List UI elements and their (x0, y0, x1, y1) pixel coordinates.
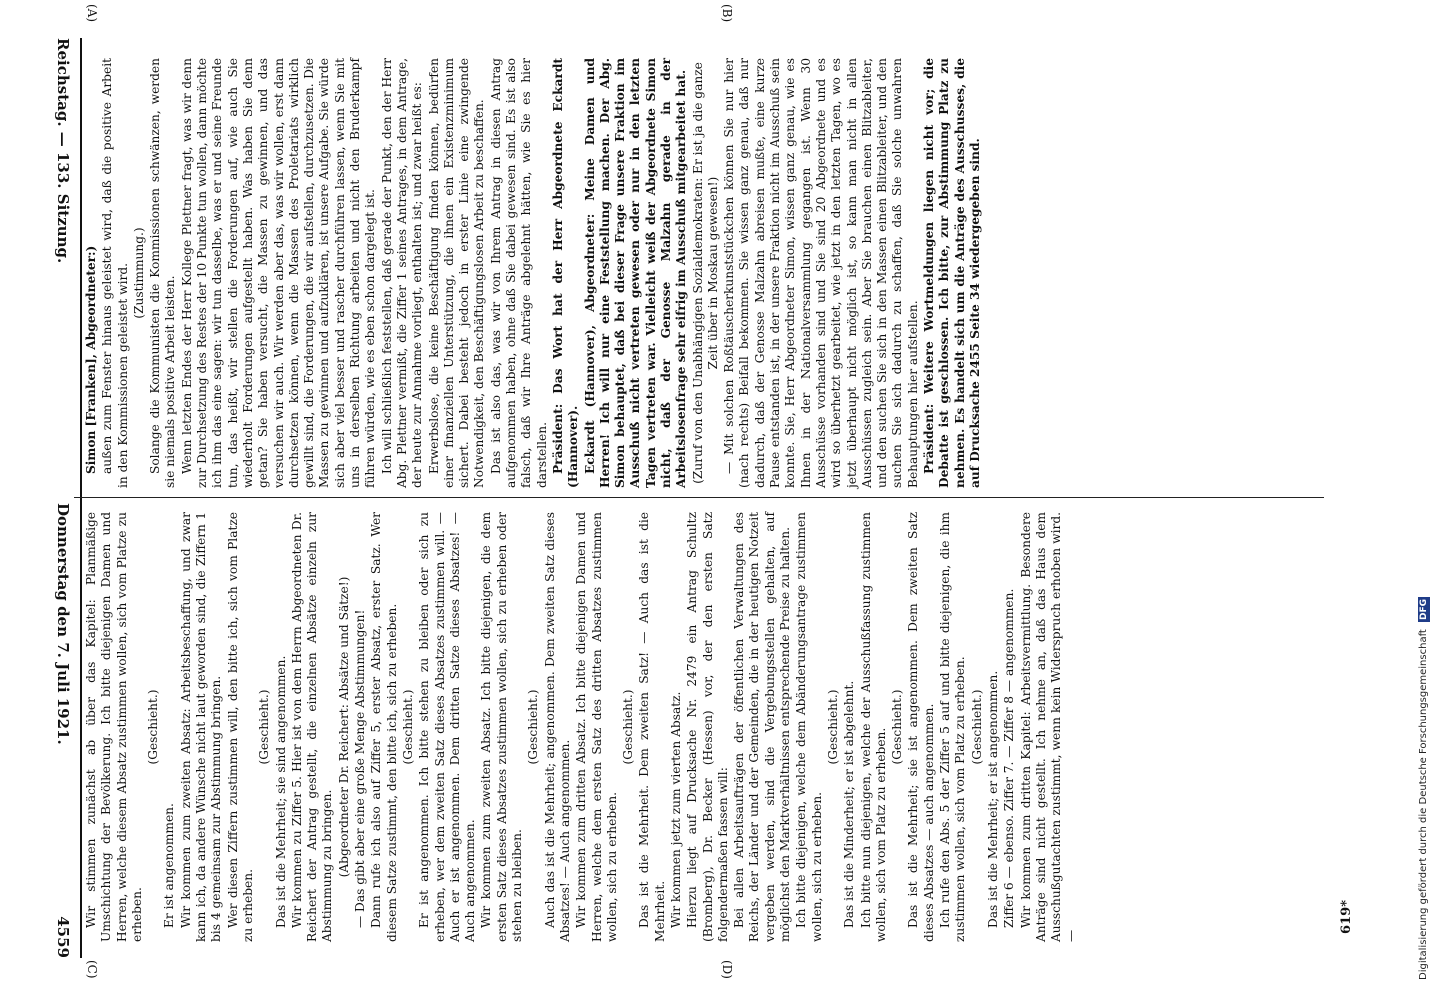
paragraph: (Abgeordneter Dr. Reichert: Absätze und Sätze!) (336, 576, 351, 878)
paragraph: Hierzu liegt auf Drucksache Nr. 2479 ein Antrag Schultz (Bromberg), Dr. Becker (Hessen) vor, der den ersten Satz folgendermaßen fassen will: (685, 512, 730, 942)
margin-marker-d: (D) (720, 960, 734, 979)
paragraph: Das ist die Mehrheit; sie ist angenommen. Dem zweiten Satz dieses Absatzes — auch angenommen. (906, 512, 936, 942)
paragraph: Wir kommen zum dritten Absatz. Ich bitte diejenigen Damen und Herren, welche dem ersten Satz des dritten Absatzes zustimmen wollen, sich zu erheben. (574, 512, 619, 942)
paragraph: Wenn letzten Endes der Herr Kollege Plettner fragt, was wir denn zur Durchsetzung des Restes der 10 Punkte tun wollen, dann möchte ich ihm das eine sagen: wir tun dasselbe, was er und seine Freunde tun, das heißt, wir stellen die Forderungen auf, wie auch Sie wiederholt Forderungen aufgestellt haben. Was haben Sie denn getan? Sie haben versucht, die Massen zu gewinnen, und das versuchen wir auch. Wir werden aber das, was wir wollen, erst dann durchsetzen können, wenn die Massen des Proletariats wirklich gewillt sind, die Forderungen, die wir aufstellen, durchzusetzen. Die Massen zu gewinnen und aufzuklären, ist unsere Aufgabe. Sie würde sich aber viel besser und rascher durchführen lassen, wenn Sie mit uns in derselben Richtung arbeiten und nicht den Bruderkampf führen würden, wie es eben schon dargelegt ist. (179, 58, 378, 488)
paragraph: Wir kommen zum zweiten Absatz. Ich bitte diejenigen, die dem ersten Satz dieses Absatzes zustimmen wollen, sich zu erheben oder stehen zu bleiben. (479, 512, 525, 942)
paragraph: Das ist die Mehrheit. Dem zweiten Satz! — Auch das ist die Mehrheit. (637, 512, 667, 942)
paragraph: Eckardt (Hannover), Abgeordneter: Meine Damen und Herren! Ich will nur eine Feststellung machen. Der Abg. Simon behauptet, daß bei dieser Frage unsere Fraktion im Ausschuß nicht vertreten gewesen oder nur in den letzten Tagen vertreten war. Vielleicht weiß der Abgeordnete Simon nicht, daß der Genosse Malzahn gerade in der Arbeitslosenfrage sehr eifrig im Ausschuß mitgearbeitet hat. (582, 58, 689, 488)
paragraph: Solange die Kommunisten die Kommissionen schwänzen, werden sie niemals positive Arbeit leisten. (148, 58, 178, 488)
paragraph: Präsident: Weitere Wortmeldungen liegen nicht vor; die Debatte ist geschlossen. Ich bitte, zur Abstimmung Platz zu nehmen. Es handelt sich um die Anträge des Ausschusses, die auf Drucksache 2455 Seite 34 wiedergegeben sind. (922, 58, 982, 488)
paragraph: außen zum Fenster hinaus geleistet wird, daß die positive Arbeit in den Kommissionen geleistet wird. (100, 58, 130, 488)
paragraph: Das ist also das, was wir von Ihrem Antrag in diesen Antrag aufgenommen haben, ohne daß Sie dabei gewesen sind. Es ist also falsch, daß wir Ihre Anträge abgelehnt hätten, wie Sie es hier darstellen. (488, 58, 549, 488)
paragraph: Wer diesen Ziffern zustimmen will, den bitte ich, sich vom Platze zu erheben. (225, 512, 255, 942)
margin-marker-b: (B) (720, 4, 734, 23)
funding-text: Digitalisierung gefördert durch die Deutsche Forschungsgemeinschaft (1418, 629, 1429, 980)
column-rule (74, 497, 1324, 498)
page-header (42, 38, 72, 958)
paragraph: Ich will schließlich feststellen, daß gerade der Punkt, den der Herr Abg. Plettner vermißt, die Ziffer 1 seines Antrages, in dem Antrage, der heute zur Annahme vorliegt, enthalten ist; und zwar heißt es: (379, 58, 425, 488)
paragraph: Erwerbslose, die keine Beschäftigung finden können, bedürfen einer finanziellen Unterstützung, die ihnen ein Existenzminimum sichert. Dabei besteht jedoch in erster Linie eine zwingende Notwendigkeit, den Beschäftigungslosen Arbeit zu beschaffen. (426, 58, 487, 488)
paragraph: Ich bitte diejenigen, welche dem Abänderungsantrage zustimmen wollen, sich zu erheben. (794, 512, 824, 942)
paragraph: — Das gibt aber eine große Menge Abstimmungen! (353, 609, 368, 928)
paragraph: Bei allen Arbeitsaufträgen der öffentlichen Verwaltungen des Reichs, der Länder und der Gemeinden, die in der heutigen Notzeit vergeben werden, sind die Vergebungsstellen gehalten, auf möglichst den Marktverhältnissen entsprechende Preise zu halten. (732, 512, 793, 942)
paragraph: (Geschieht.) (400, 689, 415, 765)
paragraph: (Geschieht.) (825, 689, 840, 765)
paragraph: (Geschieht.) (257, 689, 272, 765)
paragraph: Er ist angenommen. Ich bitte stehen zu bleiben oder sich zu erheben, wer dem zweiten Satz dieses Absatzes zustimmen will. — Auch er ist angenommen. Dem dritten Satze dieses Absatzes! — Auch angenommen. (417, 512, 478, 942)
paragraph: Simon [Franken], Abgeordneter:) (84, 245, 98, 474)
paragraph: (Zustimmung.) (131, 227, 146, 319)
right-column (84, 512, 1322, 942)
paragraph: (Geschieht.) (146, 689, 161, 765)
header-left: Reichstag. — 133. Sitzung. (54, 38, 72, 264)
paragraph: Wir kommen jetzt zum vierten Absatz. (668, 691, 683, 928)
paragraph: (Geschieht.) (526, 689, 541, 765)
paragraph: Präsident: Das Wort hat der Herr Abgeordnete Eckardt (Hannover). (550, 58, 581, 488)
paragraph: Er ist angenommen. (162, 803, 177, 928)
paragraph: Wir kommen zum zweiten Absatz: Arbeitsbeschaffung, und zwar kann ich, da andere Wünsche nicht laut geworden sind, die Ziffern 1 bis 4 gemeinsam zur Abstimmung bringen. (178, 512, 224, 942)
paragraph: Das ist die Mehrheit; sie sind angenommen. (273, 655, 288, 928)
paragraph: Ziffer 6 — ebenso. Ziffer 7. — Ziffer 8 — angenommen. (1002, 588, 1017, 928)
paragraph: Wir stimmen zunächst ab über das Kapitel: Planmäßige Umschichtung der Bevölkerung. Ich bitte diejenigen Damen und Herren, welche diesem Absatz zustimmen wollen, sich vom Platze zu erheben. (84, 512, 144, 942)
funding-note (1418, 20, 1430, 980)
header-center: Donnerstag den 7. Juli 1921. (54, 503, 72, 745)
paragraph: Wir kommen zu Ziffer 5. Hier ist von dem Herrn Abgeordneten Dr. Reichert der Antrag gestellt, die einzelnen Absätze einzeln zur Abstimmung zu bringen. (289, 512, 335, 942)
dfg-logo: DFG (1419, 598, 1429, 620)
margin-marker-c: (C) (85, 960, 99, 979)
header-rule (80, 38, 82, 958)
paragraph: (Geschieht.) (621, 689, 636, 765)
paragraph: Dann rufe ich also auf Ziffer 5, erster Absatz, erster Satz. Wer diesem Satze zustimmt, den bitte ich, sich zu erheben. (369, 512, 399, 942)
paragraph: Wir kommen zum dritten Kapitel: Arbeitsvermittlung. Besondere Anträge sind nicht gestellt. Ich nehme an, daß das Haus dem Ausschußgutachten zustimmt, wenn kein Widerspruch erhoben wird. — (1018, 512, 1079, 942)
paragraph: Auch das ist die Mehrheit; angenommen. Dem zweiten Satz dieses Absatzes! — Auch angenommen. (542, 512, 572, 942)
paragraph: Ich rufe den Abs. 5 der Ziffer 5 auf und bitte diejenigen, die ihm zustimmen wollen, sich vom Platz zu erheben. (938, 512, 968, 942)
paragraph: Ich bitte nun diejenigen, welche der Ausschußfassung zustimmen wollen, sich vom Platz zu erheben. (858, 512, 888, 942)
paragraph: — Mit solchen Roßtäuscherkunststückchen können Sie nur hier (nach rechts) Beifall bekommen. Sie wissen ganz genau, daß nur dadurch, daß der Genosse Malzahn abreisen mußte, eine kurze Pause entstanden ist, in der unsere Fraktion nicht im Ausschuß sein konnte. Sie, Herr Abgeordneter Simon, wissen ganz genau, wie es Ihnen in der Nationalversammlung gegangen ist. Wenn 30 Ausschüsse vorhanden sind und Sie sind 20 Abgeordnete und es wird so überhetzt gearbeitet, wie jetzt in den letzten Tagen, wo es jetzt überhaupt nicht möglich ist, so kann man nicht in allen Ausschüssen zugleich sein. Aber Sie brauchen einen Blitzableiter, und den suchen Sie sich in den Massen einen Blitzableiter, und den suchen Sie sich dadurch zu schaffen, daß Sie solche unwahren Behauptungen hier aufstellen. (722, 58, 920, 488)
paragraph: (Geschieht.) (969, 689, 984, 765)
page-number: 4559 (54, 916, 72, 958)
left-column (84, 58, 1322, 488)
paragraph: (Geschieht.) (890, 689, 905, 765)
paragraph: Das ist die Mehrheit; er ist angenommen. (985, 670, 1000, 928)
paragraph: Das ist die Minderheit; er ist abgelehnt. (842, 680, 857, 928)
paragraph: (Zuruf von den Unabhängigen Sozialdemokraten: Er ist ja die ganze Zeit über in Moskau gewesen!) (690, 62, 720, 484)
footer-number: 619* (1339, 900, 1354, 934)
margin-marker-a: (A) (85, 4, 99, 23)
